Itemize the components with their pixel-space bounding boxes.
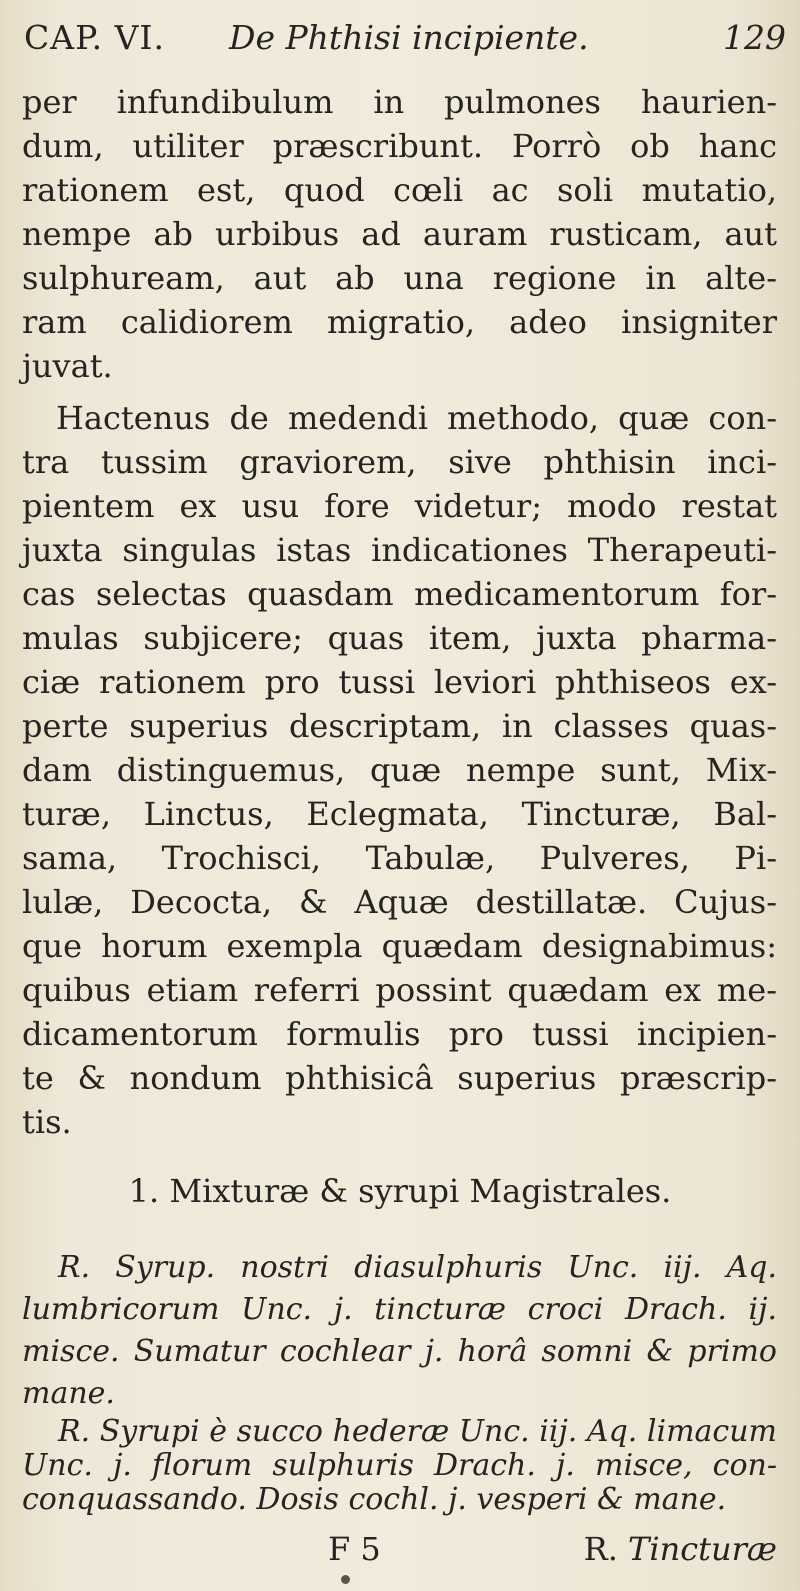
recipe-line-last: conquassando. Dosis cochl. j. vesperi & mane. (22, 1482, 727, 1517)
page-footer (22, 1530, 777, 1574)
text-line: que horum exempla quædam designabimus: (22, 927, 777, 965)
text-line: tis. (22, 1103, 72, 1141)
text-line: sama, Trochisci, Tabulæ, Pulveres, Pi- (22, 839, 777, 877)
text-line: dum, utiliter præscribunt. Porrò ob hanc (22, 127, 777, 165)
text-line: rationem est, quod cœli ac soli mutatio, (22, 171, 777, 209)
text-line: Hactenus de medendi methodo, quæ con- (56, 399, 777, 437)
recipe-line: misce. Sumatur cochlear j. horâ somni & primo (22, 1334, 777, 1369)
catchword-word: Tincturæ (628, 1530, 777, 1568)
text-line: lulæ, Decocta, & Aquæ destillatæ. Cujus- (22, 883, 777, 921)
chapter-label: CAP. VI. (24, 18, 165, 57)
catchword (584, 1530, 777, 1568)
recipe-line: Unc. j. florum sulphuris Drach. j. misce, con- (22, 1448, 777, 1483)
text-line: tra tussim graviorem, sive phthisin inci- (22, 443, 777, 481)
text-line: dam distinguemus, quæ nempe sunt, Mix- (22, 751, 777, 789)
recipe-line: mane. (22, 1376, 115, 1411)
recipe-line: lumbricorum Unc. j. tincturæ croci Drach. ij. (22, 1292, 777, 1327)
text-line: quibus etiam referri possint quædam ex me- (22, 971, 777, 1009)
text-line: dicamentorum formulis pro tussi incipien- (22, 1015, 777, 1053)
text-line: ciæ rationem pro tussi leviori phthiseos ex- (22, 663, 777, 701)
page-number: 129 (723, 18, 786, 57)
text-line: mulas subjicere; quas item, juxta pharma- (22, 619, 777, 657)
recipe-line: R. Syrup. nostri diasulphuris Unc. iij. Aq. (58, 1250, 777, 1285)
running-header (24, 18, 786, 74)
text-line: sulphuream, aut ab una regione in alte- (22, 259, 777, 297)
section-heading: 1. Mixturæ & syrupi Magistrales. (128, 1172, 672, 1210)
text-line: nempe ab urbibus ad auram rusticam, aut (22, 215, 777, 253)
text-line: juxta singulas istas indicationes Therapeuti- (22, 531, 777, 569)
recipe-line: R. Syrupi è succo hederæ Unc. iij. Aq. limacum (58, 1414, 777, 1449)
catchword-prefix: R. (583, 1530, 618, 1568)
text-line: ram calidiorem migratio, adeo insigniter (22, 303, 777, 341)
text-line: te & nondum phthisicâ superius præscrip- (22, 1059, 777, 1097)
text-line: pientem ex usu fore videtur; modo restat (22, 487, 777, 525)
text-line: turæ, Linctus, Eclegmata, Tincturæ, Bal- (22, 795, 777, 833)
text-line: cas selectas quasdam medicamentorum for- (22, 575, 777, 613)
signature-mark: F 5 (328, 1530, 381, 1568)
text-line: per infundibulum in pulmones haurien- (22, 83, 777, 121)
text-line: juvat. (22, 347, 113, 385)
running-title: De Phthisi incipiente. (229, 18, 589, 57)
ink-spot (341, 1575, 350, 1584)
text-line: perte superius descriptam, in classes quas- (22, 707, 777, 745)
